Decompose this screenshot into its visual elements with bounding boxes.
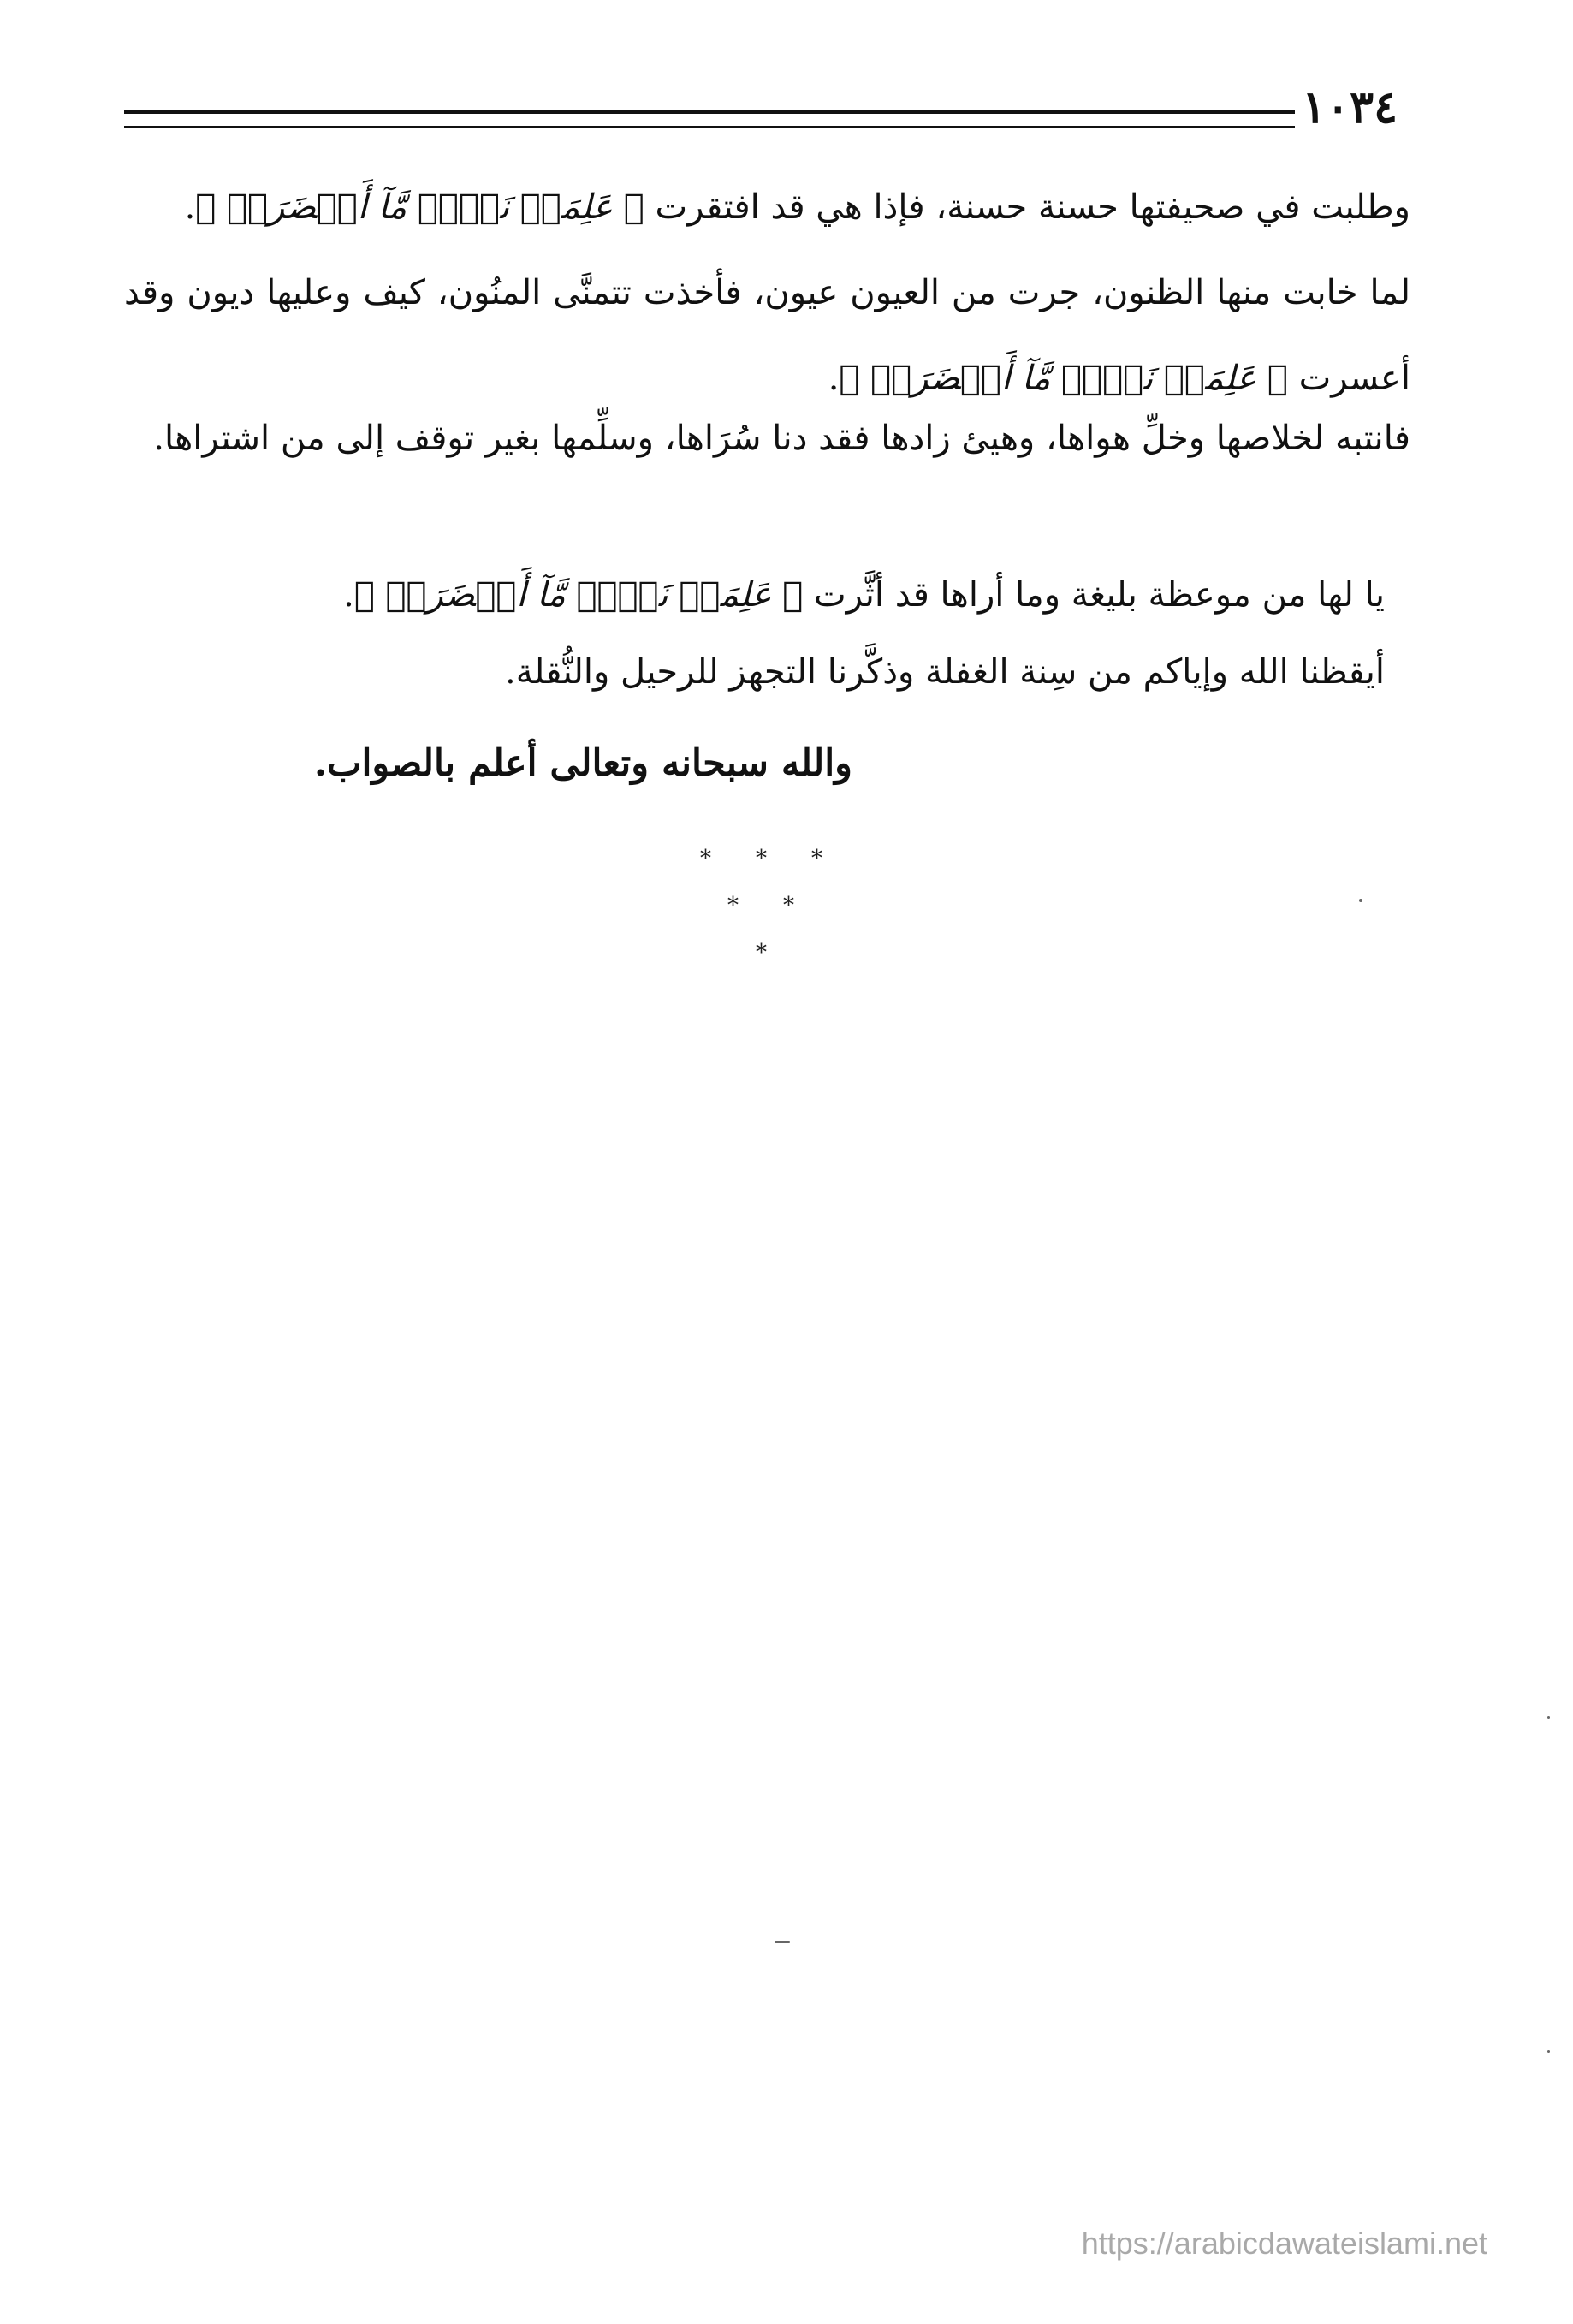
scan-speck [1547, 2050, 1550, 2053]
closing-line: والله سبحانه وتعالى أعلم بالصواب. [314, 742, 852, 785]
separator-star: * [756, 940, 767, 966]
scan-speck [1359, 899, 1362, 902]
separator-star: * [783, 893, 794, 918]
header-rule [124, 110, 1295, 128]
paragraph-2-end: . [828, 359, 840, 398]
paragraph-5-text: أيقظنا الله وإياكم من سِنة الغفلة وذكَّرنا التجهز للرحيل والنُّقلة. [505, 652, 1385, 692]
paragraph-2-text: لما خابت منها الظنون، جرت من العيون عيون، فأخذت تتمنَّى المنُون، كيف وعليها ديون وقد أعسرت [124, 273, 1410, 398]
paragraph-1-text: وطلبت في صحيفتها حسنة حسنة، فإذا هي قد افتقرت [644, 187, 1410, 227]
page-number: ١٠٣٤ [1302, 81, 1398, 134]
scan-speck [1547, 1716, 1550, 1719]
separator-star: * [727, 893, 739, 918]
paragraph-3-text: فانتبه لخلاصها وخلِّ هواها، وهيئ زادها فقد دنا سُرَاها، وسلِّمها بغير توقف إلى من اشتراها. [153, 419, 1410, 458]
paragraph-1 [124, 164, 1410, 250]
separator-star: * [700, 846, 711, 871]
paragraph-4-end: . [343, 575, 354, 615]
paragraph-3 [124, 395, 1410, 481]
paragraph-1-end: . [184, 187, 196, 227]
quran-quote: ﴿ عَلِمَتۡ نَفۡسٞ مَّآ أَحۡضَرَتۡ ﴾ [353, 575, 804, 615]
quran-quote: ﴿ عَلِمَتۡ نَفۡسٞ مَّآ أَحۡضَرَتۡ ﴾ [839, 359, 1288, 398]
paragraph-4 [124, 552, 1385, 638]
scan-speck [775, 1941, 790, 1943]
separator-star: * [756, 846, 767, 871]
paragraph-4-text: يا لها من موعظة بليغة وما أراها قد أثَّرت [803, 575, 1385, 615]
quran-quote: ﴿ عَلِمَتۡ نَفۡسٞ مَّآ أَحۡضَرَتۡ ﴾ [195, 187, 644, 227]
paragraph-5 [124, 629, 1385, 715]
separator-star: * [811, 846, 822, 871]
footer-url: https://arabicdawateislami.net [1081, 2226, 1487, 2261]
